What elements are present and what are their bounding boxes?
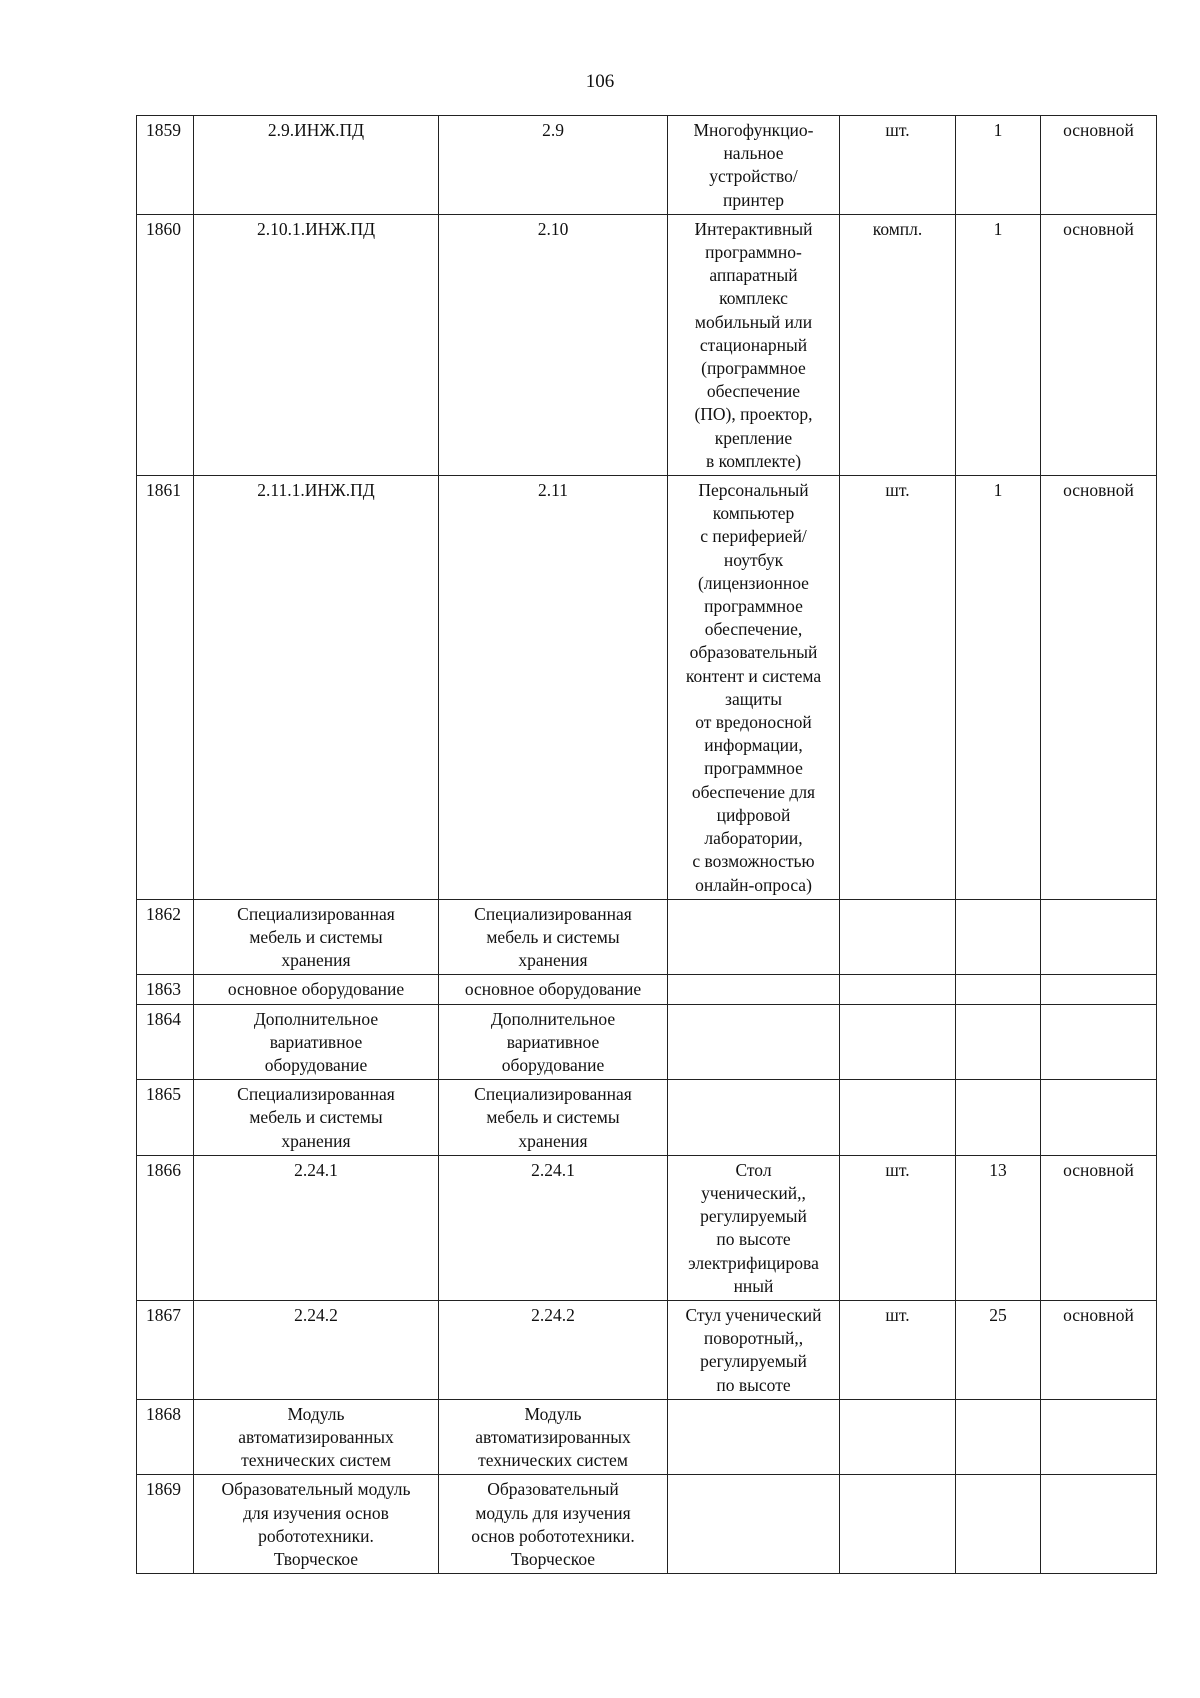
item-subcode: Модуль автоматизированных технических систем bbox=[439, 1399, 668, 1475]
item-subcode: Образовательный модуль для изучения основ робототехники. Творческое bbox=[439, 1475, 668, 1574]
item-subcode: Специализированная мебель и системы хранения bbox=[439, 1080, 668, 1156]
item-type: основной bbox=[1041, 1155, 1157, 1300]
row-number: 1869 bbox=[137, 1475, 194, 1574]
item-subcode: 2.10 bbox=[439, 214, 668, 475]
item-unit: компл. bbox=[840, 214, 956, 475]
row-number: 1867 bbox=[137, 1300, 194, 1399]
item-unit bbox=[840, 1080, 956, 1156]
item-code: Специализированная мебель и системы хранения bbox=[194, 899, 439, 975]
item-type: основной bbox=[1041, 476, 1157, 900]
item-unit: шт. bbox=[840, 476, 956, 900]
item-quantity bbox=[956, 975, 1041, 1004]
item-name: Стул ученический поворотный,, регулируемый по высоте bbox=[668, 1300, 840, 1399]
item-quantity bbox=[956, 1475, 1041, 1574]
item-type bbox=[1041, 1080, 1157, 1156]
item-unit bbox=[840, 899, 956, 975]
item-type bbox=[1041, 1004, 1157, 1080]
row-number: 1861 bbox=[137, 476, 194, 900]
row-number: 1864 bbox=[137, 1004, 194, 1080]
item-code: 2.10.1.ИНЖ.ПД bbox=[194, 214, 439, 475]
item-type: основной bbox=[1041, 1300, 1157, 1399]
item-subcode: 2.9 bbox=[439, 116, 668, 215]
page-number: 106 bbox=[585, 71, 615, 92]
item-type bbox=[1041, 1399, 1157, 1475]
item-subcode: Дополнительное вариативное оборудование bbox=[439, 1004, 668, 1080]
item-code: Специализированная мебель и системы хранения bbox=[194, 1080, 439, 1156]
item-quantity bbox=[956, 899, 1041, 975]
item-name bbox=[668, 1004, 840, 1080]
row-number: 1863 bbox=[137, 975, 194, 1004]
item-quantity: 1 bbox=[956, 476, 1041, 900]
item-subcode: Специализированная мебель и системы хранения bbox=[439, 899, 668, 975]
item-unit bbox=[840, 1475, 956, 1574]
item-type bbox=[1041, 1475, 1157, 1574]
row-number: 1866 bbox=[137, 1155, 194, 1300]
item-subcode: основное оборудование bbox=[439, 975, 668, 1004]
item-type: основной bbox=[1041, 116, 1157, 215]
item-code: 2.9.ИНЖ.ПД bbox=[194, 116, 439, 215]
row-number: 1865 bbox=[137, 1080, 194, 1156]
table-row bbox=[137, 1004, 1157, 1080]
row-number: 1859 bbox=[137, 116, 194, 215]
item-name: Многофункцио- нальное устройство/ принтер bbox=[668, 116, 840, 215]
item-type bbox=[1041, 975, 1157, 1004]
item-subcode: 2.24.1 bbox=[439, 1155, 668, 1300]
item-name bbox=[668, 975, 840, 1004]
item-quantity: 13 bbox=[956, 1155, 1041, 1300]
row-number: 1860 bbox=[137, 214, 194, 475]
item-subcode: 2.24.2 bbox=[439, 1300, 668, 1399]
item-unit bbox=[840, 1399, 956, 1475]
item-unit: шт. bbox=[840, 116, 956, 215]
table-row bbox=[137, 1475, 1157, 1574]
item-name bbox=[668, 1475, 840, 1574]
table-row bbox=[137, 1399, 1157, 1475]
item-code: 2.24.2 bbox=[194, 1300, 439, 1399]
item-type bbox=[1041, 899, 1157, 975]
item-unit: шт. bbox=[840, 1300, 956, 1399]
item-quantity: 25 bbox=[956, 1300, 1041, 1399]
item-code: 2.24.1 bbox=[194, 1155, 439, 1300]
item-code: Дополнительное вариативное оборудование bbox=[194, 1004, 439, 1080]
item-code: Модуль автоматизированных технических систем bbox=[194, 1399, 439, 1475]
item-code: Образовательный модуль для изучения основ робототехники. Творческое bbox=[194, 1475, 439, 1574]
table-row bbox=[137, 214, 1157, 475]
table-row bbox=[137, 1080, 1157, 1156]
row-number: 1868 bbox=[137, 1399, 194, 1475]
item-name: Персональный компьютер с периферией/ ноутбук (лицензионное программное обеспечение, образовательный контент и система защиты от вредоносной информации, программное обеспечение для цифровой лаборатории, с возможностью онлайн-опроса) bbox=[668, 476, 840, 900]
item-code: 2.11.1.ИНЖ.ПД bbox=[194, 476, 439, 900]
item-quantity bbox=[956, 1004, 1041, 1080]
item-unit: шт. bbox=[840, 1155, 956, 1300]
item-unit bbox=[840, 975, 956, 1004]
item-quantity: 1 bbox=[956, 116, 1041, 215]
equipment-table bbox=[136, 115, 1157, 1574]
item-type: основной bbox=[1041, 214, 1157, 475]
item-name: Стол ученический,, регулируемый по высоте электрифицирова нный bbox=[668, 1155, 840, 1300]
table-row bbox=[137, 975, 1157, 1004]
item-quantity bbox=[956, 1080, 1041, 1156]
table-row bbox=[137, 1300, 1157, 1399]
item-code: основное оборудование bbox=[194, 975, 439, 1004]
item-quantity bbox=[956, 1399, 1041, 1475]
item-name bbox=[668, 1080, 840, 1156]
item-name bbox=[668, 899, 840, 975]
table-row bbox=[137, 476, 1157, 900]
item-unit bbox=[840, 1004, 956, 1080]
table-row bbox=[137, 899, 1157, 975]
table-row bbox=[137, 116, 1157, 215]
item-name: Интерактивный программно- аппаратный комплекс мобильный или стационарный (программное обеспечение (ПО), проектор, крепление в комплекте) bbox=[668, 214, 840, 475]
item-quantity: 1 bbox=[956, 214, 1041, 475]
item-name bbox=[668, 1399, 840, 1475]
table-row bbox=[137, 1155, 1157, 1300]
row-number: 1862 bbox=[137, 899, 194, 975]
item-subcode: 2.11 bbox=[439, 476, 668, 900]
